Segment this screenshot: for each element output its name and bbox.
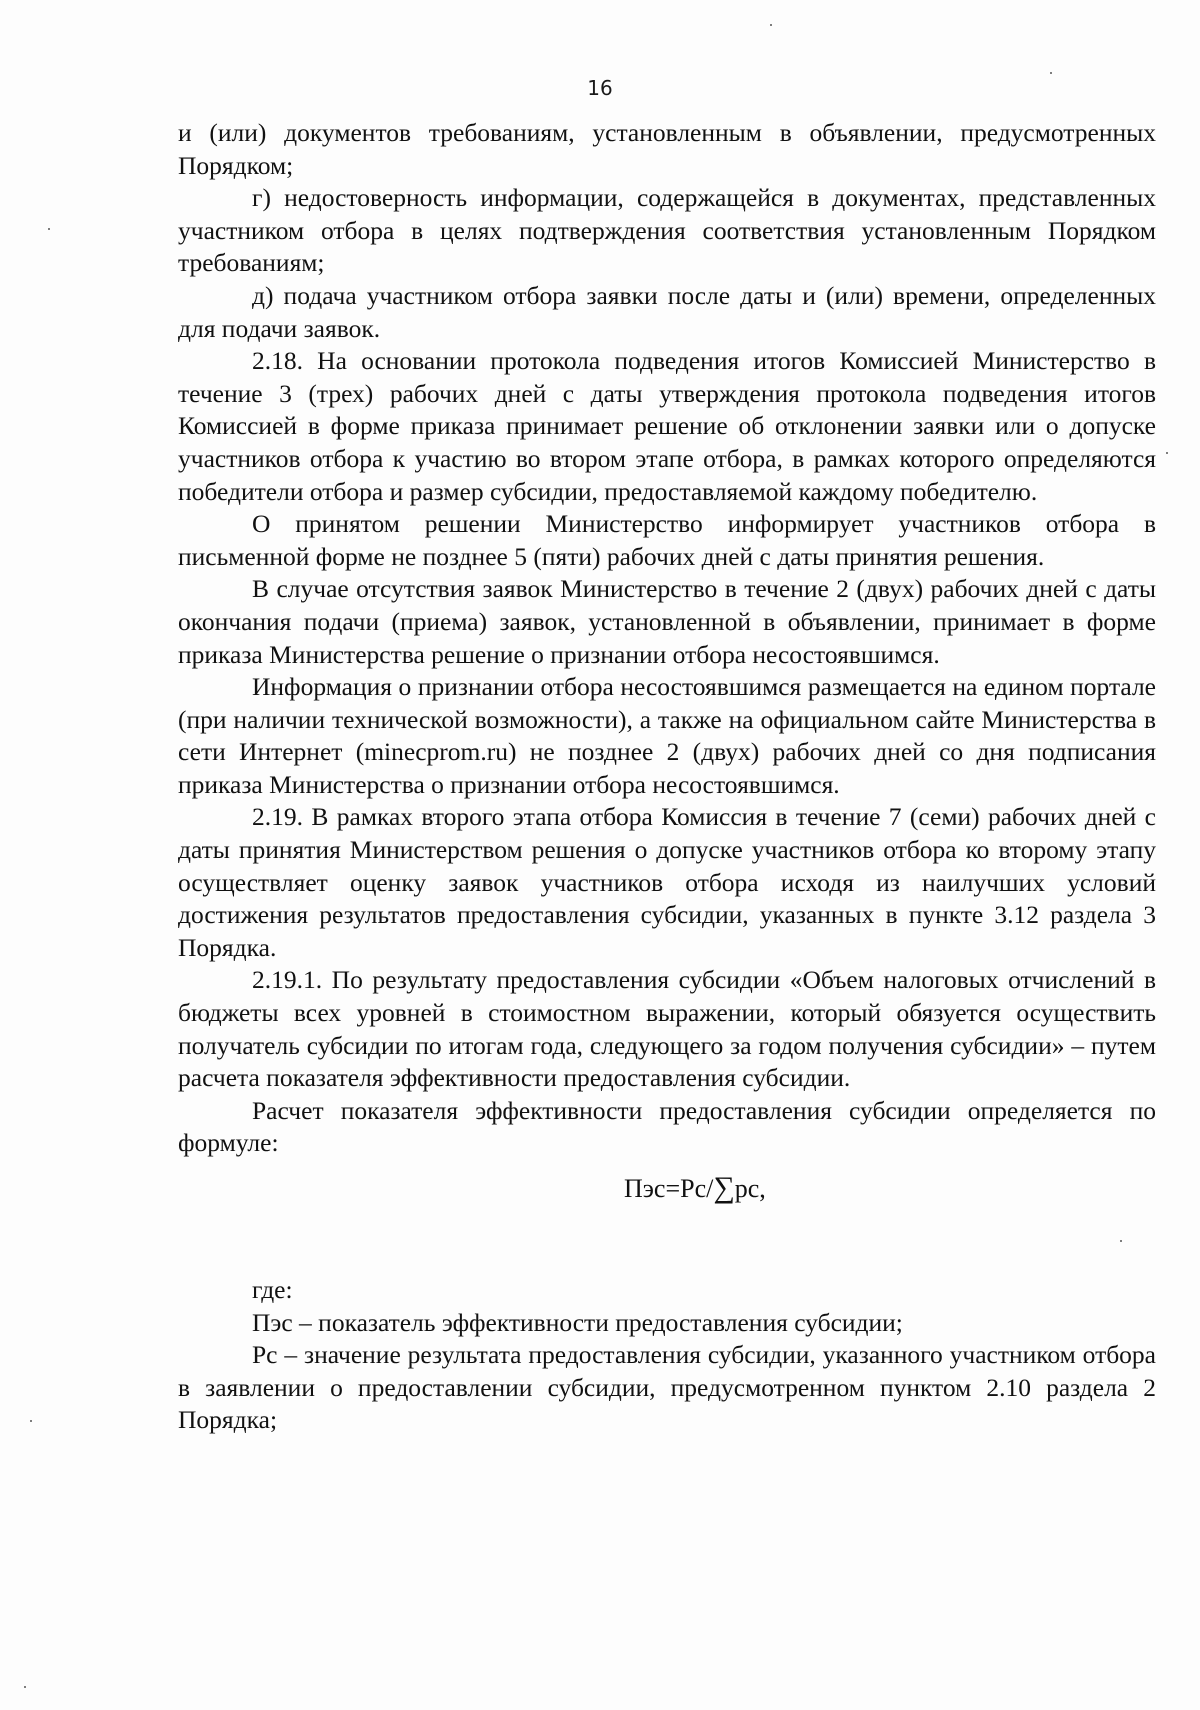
paragraph-2-18: 2.18. На основании протокола подведения итогов Комиссией Министерство в течение 3 (трех) рабочих дней с даты утверждения протокола подведения итогов Комиссией в форме приказа принимает решение об отклонении заявки или о допуске участников отбора к участию во втором этапе отбора, в рамках которого определяются победители отбора и размер субсидии, предоставляемой каждому победителю. <box>178 346 1156 506</box>
paragraph-where: где: <box>252 1275 293 1304</box>
paragraph-rs-definition: Рс – значение результата предоставления субсидии, указанного участником отбора в заявлении о предоставлении субсидии, предусмотренном пунктом 2.10 раздела 2 Порядка; <box>178 1340 1156 1435</box>
scan-speck <box>30 1420 32 1422</box>
paragraph-item-d: д) подача участником отбора заявки после даты и (или) времени, определенных для подачи заявок. <box>178 280 1156 343</box>
paragraph-2-19-1: 2.19.1. По результату предоставления субсидии «Объем налоговых отчислений в бюджеты всех уровней в стоимостном выражении, который обязуется осуществить получатель субсидии по итогам года, следующего за годом получения субсидии» – путем расчета показателя эффективности предоставления субсидии. <box>178 965 1156 1093</box>
paragraph-decision-notice: О принятом решении Министерство информирует участников отбора в письменной форме не позднее 5 (пяти) рабочих дней с даты принятия решения. <box>178 509 1156 571</box>
scan-speck <box>770 24 772 26</box>
scan-speck <box>1120 1240 1122 1242</box>
paragraph-item-g: г) недостоверность информации, содержащейся в документах, представленных участником отбора в целях подтверждения соответствия установленным Порядком требованиям; <box>178 183 1156 278</box>
page-number: 16 <box>587 76 613 100</box>
paragraph-continuation: и (или) документов требованиям, установленным в объявлении, предусмотренных Порядком; <box>178 118 1156 180</box>
paragraph-publication: Информация о признании отбора несостоявшимся размещается на едином портале (при наличии технической возможности), а также на официальном сайте Министерства в сети Интернет (minecprom.ru) не позднее 2 (двух) рабочих дней со дня подписания приказа Министерства о признании отбора несостоявшимся. <box>178 672 1156 799</box>
efficiency-formula <box>178 1168 1156 1214</box>
scan-speck <box>24 1686 26 1688</box>
paragraph-2-19: 2.19. В рамках второго этапа отбора Комиссия в течение 7 (семи) рабочих дней с даты принятия Министерством решения о допуске участников отбора ко второму этапу осуществляет оценку заявок участников отбора исходя из наилучших условий достижения результатов предоставления субсидии, указанных в пункте 3.12 раздела 3 Порядка. <box>178 802 1156 962</box>
paragraph-no-applications: В случае отсутствия заявок Министерство в течение 2 (двух) рабочих дней с даты окончания подачи (приема) заявок, установленной в объявлении, принимает в форме приказа Министерства решение о признании отбора несостоявшимся. <box>178 574 1156 669</box>
paragraph-pes-definition: Пэс – показатель эффективности предоставления субсидии; <box>252 1307 903 1337</box>
formula-spacing <box>178 1214 1156 1274</box>
document-body <box>178 117 1156 1437</box>
scan-speck <box>48 228 50 230</box>
sum-symbol: ∑ <box>713 1171 735 1204</box>
formula-right: рс, <box>734 1174 766 1203</box>
paragraph-formula-intro: Расчет показателя эффективности предоставления субсидии определяется по формуле: <box>178 1095 1156 1158</box>
scan-speck <box>1166 452 1168 454</box>
scan-speck <box>1050 72 1052 74</box>
formula-left: Пэс=Рс/ <box>624 1174 714 1203</box>
